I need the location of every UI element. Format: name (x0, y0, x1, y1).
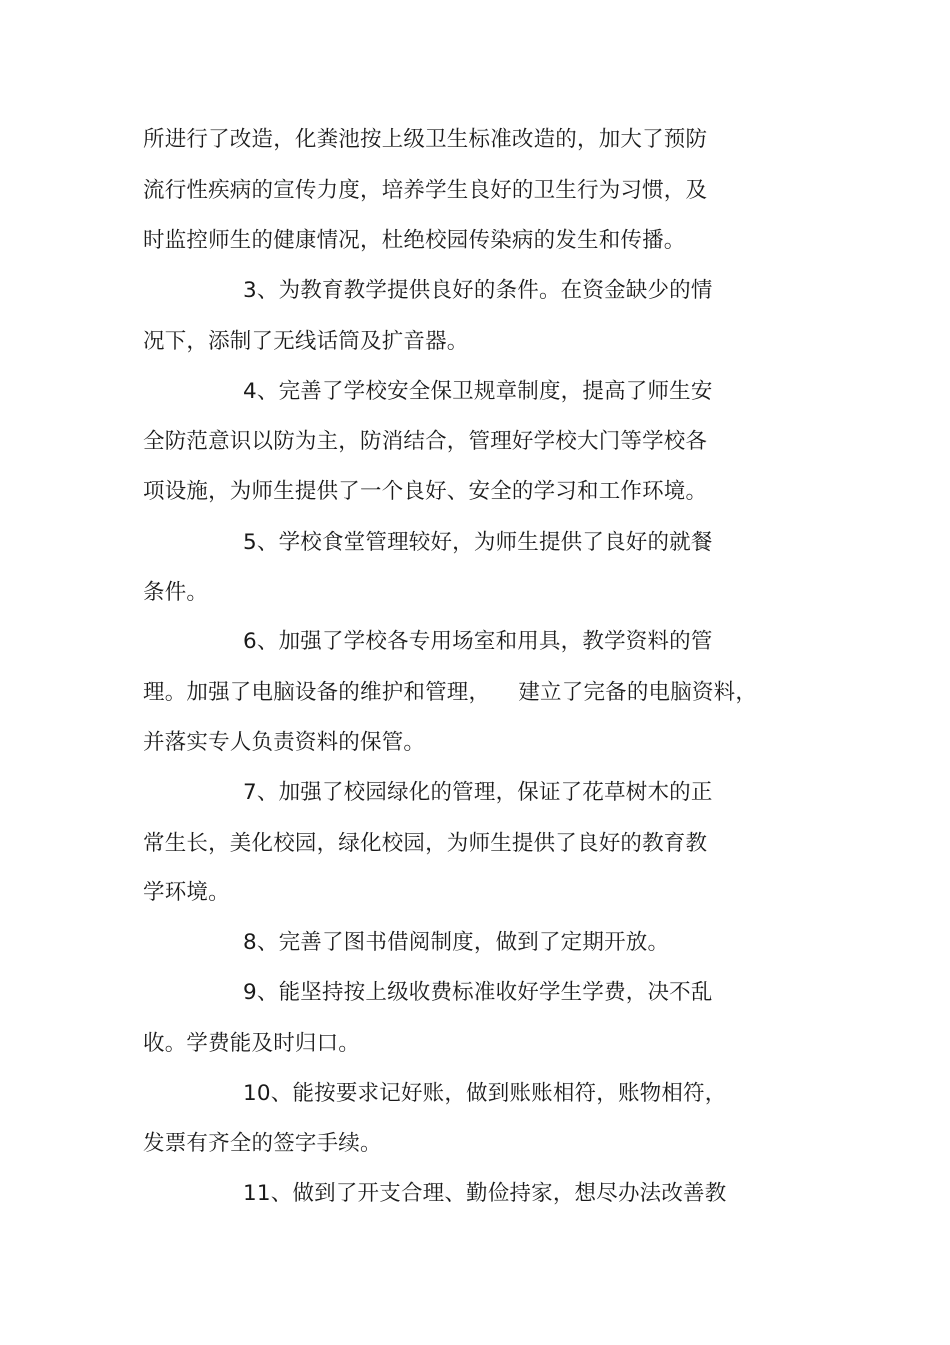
paragraph-9-start: 9、能坚持按上级收费标准收好学生学费，决不乱 (243, 980, 713, 1005)
paragraph-4-start: 4、完善了学校安全保卫规章制度，提高了师生安 (243, 379, 713, 404)
text-line: 常生长，美化校园，绿化校园，为师生提供了良好的教育教 (143, 831, 708, 856)
text-line: 理。加强了电脑设备的维护和管理， 建立了完备的电脑资料， (143, 680, 758, 705)
text-line: 所进行了改造，化粪池按上级卫生标准改造的，加大了预防 (143, 127, 708, 152)
paragraph-11-start: 11、做到了开支合理、勤俭持家，想尽办法改善教 (243, 1181, 727, 1206)
paragraph-8-start: 8、完善了图书借阅制度，做到了定期开放。 (243, 930, 670, 955)
text-line: 全防范意识以防为主，防消结合，管理好学校大门等学校各 (143, 429, 708, 454)
text-line: 流行性疾病的宣传力度，培养学生良好的卫生行为习惯，及 (143, 178, 708, 203)
text-line: 条件。 (143, 580, 209, 605)
paragraph-6-start: 6、加强了学校各专用场室和用具，教学资料的管 (243, 629, 713, 654)
text-line: 收。学费能及时归口。 (143, 1031, 361, 1056)
text-line: 并落实专人负责资料的保管。 (143, 730, 426, 755)
paragraph-7-start: 7、加强了校园绿化的管理，保证了花草树木的正 (243, 780, 713, 805)
text-line: 况下，添制了无线话筒及扩音器。 (143, 329, 469, 354)
text-line: 学环境。 (143, 880, 230, 905)
text-line: 时监控师生的健康情况，杜绝校园传染病的发生和传播。 (143, 228, 686, 253)
text-line: 发票有齐全的签字手续。 (143, 1131, 382, 1156)
text-line: 项设施，为师生提供了一个良好、安全的学习和工作环境。 (143, 479, 708, 504)
paragraph-3-start: 3、为教育教学提供良好的条件。在资金缺少的情 (243, 278, 713, 303)
paragraph-5-start: 5、学校食堂管理较好，为师生提供了良好的就餐 (243, 530, 713, 555)
paragraph-10-start: 10、能按要求记好账，做到账账相符，账物相符， (243, 1081, 727, 1106)
